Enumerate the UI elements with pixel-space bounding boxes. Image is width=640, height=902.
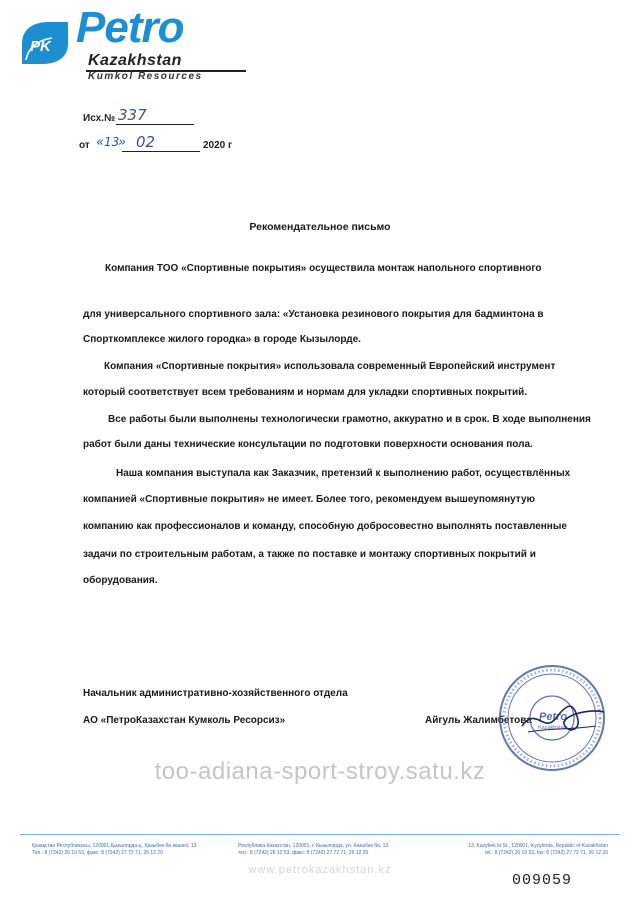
logo-name: Kazakhstan [88, 52, 182, 69]
body-line: задачи по строительным работам, а также по поставке и монтажу спортивных покрытий и [83, 549, 536, 560]
stamp-center-subtext: Kazakhstan [538, 725, 567, 731]
ref-date-close-quote: » [118, 135, 127, 150]
footer-address-kazakh [32, 843, 222, 857]
signer-name: Айгуль Жалимбетова [425, 715, 532, 726]
logo-badge-text: PK [30, 38, 51, 55]
stamp-center-text: Petro [539, 711, 568, 723]
body-line: компанию как профессионалов и команду, способную добросовестно выполнять поставленные [83, 521, 567, 532]
footer-phone-line: tel.: 8 (7242) 26 10 53, fax: 8 (7242) 27 72 71, 26 12 20 [485, 850, 608, 856]
ref-date-month: 02 [136, 133, 156, 151]
letter-title: Рекомендательное письмо [249, 221, 391, 233]
footer-address-russian [238, 843, 428, 857]
body-line: компанией «Спортивные покрытия» не имеет. Более того, рекомендуем вышеупомянутую [83, 494, 536, 505]
logo-brand: Petro [76, 3, 184, 52]
ref-date-underline [122, 151, 200, 152]
footer-website: www.petrokazakhstan.kz [248, 864, 392, 876]
body-line: Компания «Спортивные покрытия» использовала современный Европейский инструмент [104, 361, 556, 372]
footer-divider [20, 834, 620, 835]
ref-number-value: 337 [118, 106, 147, 124]
body-line: оборудования. [83, 575, 158, 586]
signer-position: Начальник административно-хозяйственного отдела [83, 688, 348, 699]
footer-address-line: Республика Казахстан, 120001, г. Кызылорда, ул. Казыбек би, 13 [238, 843, 389, 849]
ref-date-open-quote: « [96, 135, 105, 150]
body-line: Компания ТОО «Спортивные покрытия» осуществила монтаж напольного спортивного [105, 263, 542, 274]
body-line: для универсального спортивного зала: «Установка резинового покрытия для бадминтона в [83, 309, 544, 320]
body-line: работ были даны технические консультации по подготовки поверхности основания пола. [83, 439, 533, 450]
signer-organization: АО «ПетроКазахстан Кумколь Ресорсиз» [83, 715, 286, 726]
body-line: который соответствует всем требованиям и нормам для укладки спортивных покрытий. [83, 387, 528, 398]
footer-address-line: 13, Kazybek bi St., 120001, Kyzylorda, Republic of Kazakhstan [468, 843, 608, 849]
watermark-text: too-adiana-sport-stroy.satu.kz [154, 758, 486, 785]
handwritten-signature-icon [518, 696, 608, 746]
document-serial-number: 009059 [512, 872, 573, 889]
footer-phone-line: тел.: 8 (7242) 26 10 53, факс: 8 (7242) 27 72 71, 26 12 20 [238, 850, 369, 856]
logo-subtitle: Kumkol Resources [88, 71, 203, 82]
footer-address-line: Қазақстан Республикасы, 120001,Қызылорда қ., Қазыбек би көшесі, 13 [32, 843, 197, 849]
body-line: Наша компания выступала как Заказчик, претензий к выполнению работ, осуществлённых [116, 468, 571, 479]
ref-number-underline [116, 124, 194, 125]
ref-date-day: 13 [104, 135, 120, 149]
footer-address-english [418, 843, 608, 857]
footer-phone-line: Тел.: 8 (7242) 26 10 53, факс: 8 (7242) 27 72 71, 26 12 20 [32, 850, 163, 856]
ref-number-label: Исх.№ [83, 113, 116, 124]
company-logo-badge [18, 20, 70, 66]
body-line: Спорткомплексе жилого городка» в городе Кызылорде. [83, 334, 361, 345]
ref-date-prefix: от [79, 140, 90, 151]
ref-date-year: 2020 г [203, 140, 233, 151]
body-line: Все работы были выполнены технологически грамотно, аккуратно и в срок. В ходе выполнения [108, 414, 591, 425]
